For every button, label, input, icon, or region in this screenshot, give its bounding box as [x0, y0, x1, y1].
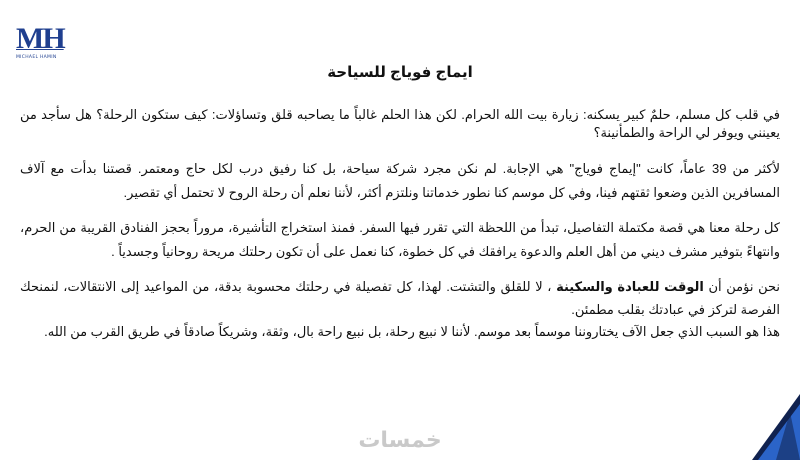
paragraph-belief: [20, 275, 780, 321]
belief-text-end: ، لا للقلق والتشتت. لهذا، كل تفصيلة في رحلتك محسوبة بدقة، من المواعيد إلى الانتقالات، لنمنحك الفرصة لتركز في عبادتك بقلب مطمئن.: [20, 279, 780, 317]
paragraph-history: لأكثر من 39 عاماً، كانت "إيماج فوياج" هي الإجابة. لم نكن مجرد شركة سياحة، بل كنا رفيق درب لكل حاج ومعتمر. قصتنا بدأت مع آلاف المسافرين الذين وضعوا ثقتهم فينا، وفي كل موسم كنا نطور خدماتنا ونلتزم أكثر، لأننا نعلم أن رحلة الروح لا تحتمل أي تقصير.: [20, 161, 780, 200]
logo-subtitle: MICHAEL HAMIN: [16, 55, 57, 60]
paragraph-journey: كل رحلة معنا هي قصة مكتملة التفاصيل، تبدأ من اللحظة التي تقرر فيها السفر. فمنذ استخراج التأشيرة، مروراً بحجز الفنادق القريبة من الحرم، وانتهاءً بتوفير مشرف ديني من أهل العلم والدعوة يرافقك في كل خطوة، كنا نعمل على أن تكون رحلتك مريحة روحانياً وجسدياً .: [20, 220, 780, 259]
paragraph-intro: في قلب كل مسلم، حلمٌ كبير يسكنه: زيارة بيت الله الحرام. لكن هذا الحلم غالباً ما يصاحبه قلق وتساؤلات: كيف ستكون الرحلة؟ هل سأجد من يعينني ويوفر لي الراحة والطمأنينة؟: [20, 107, 780, 140]
company-logo: [16, 24, 72, 64]
document-body: [20, 106, 780, 343]
belief-text-start: نحن نؤمن أن: [703, 279, 781, 294]
corner-decoration: [752, 394, 800, 460]
belief-highlight: الوقت للعبادة والسكينة: [556, 279, 704, 294]
page-title: ايماج فوياج للسياحة: [327, 64, 473, 81]
paragraph-closing: هذا هو السبب الذي جعل الآف يختاروننا موسماً بعد موسم. لأننا لا نبيع رحلة، بل نبيع راحة بال، وثقة، وشريكاً صادقاً في طريق القرب من الله.: [44, 324, 780, 339]
watermark-text: خمسات: [358, 427, 442, 452]
logo-mark: MH: [16, 22, 64, 55]
